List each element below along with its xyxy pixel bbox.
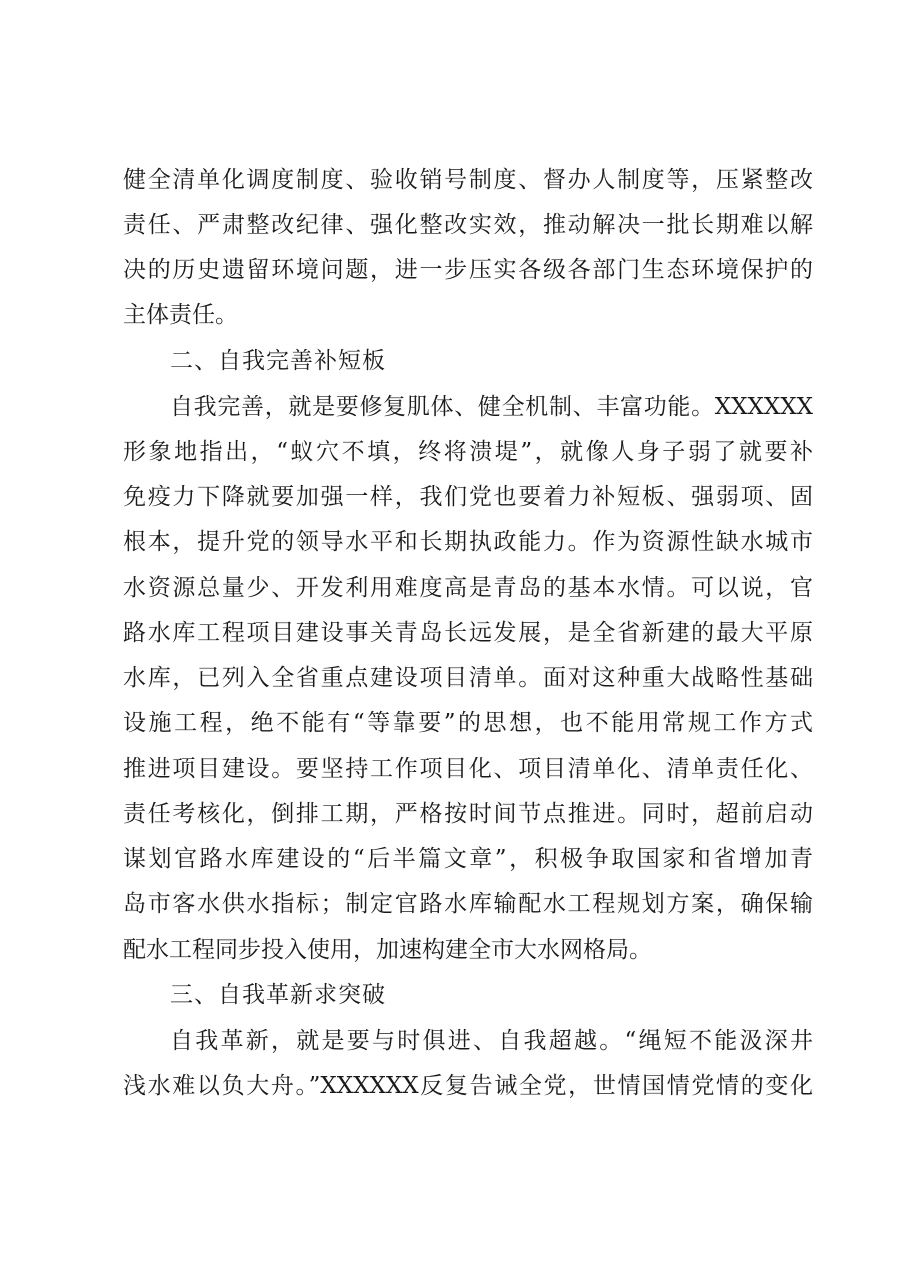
text-line: 设施工程，绝不能有“等靠要”的思想，也不能用常规工作方式 xyxy=(123,710,813,736)
text-line: 推进项目建设。要坚持工作项目化、项目清单化、清单责任化、 xyxy=(123,756,813,782)
section-heading: 三、自我革新求突破 xyxy=(170,982,386,1008)
text-line: 健全清单化调度制度、验收销号制度、督办人制度等，压紧整改 xyxy=(123,167,813,193)
text-line: 责任、严肃整改纪律、强化整改实效，推动解决一批长期难以解 xyxy=(123,212,813,238)
text-line: 根本，提升党的领导水平和长期执政能力。作为资源性缺水城市 xyxy=(123,529,813,555)
text-line: 岛市客水供水指标；制定官路水库输配水工程规划方案，确保输 xyxy=(123,891,813,917)
text-line: 谋划官路水库建设的“后半篇文章”，积极争取国家和省增加青 xyxy=(123,846,813,872)
section-heading: 二、自我完善补短板 xyxy=(170,348,386,374)
text-line: 主体责任。 xyxy=(123,302,238,328)
text-line: 免疫力下降就要加强一样，我们党也要着力补短板、强弱项、固 xyxy=(123,484,813,510)
text-line: 形象地指出，“蚁穴不填，终将溃堤”，就像人身子弱了就要补 xyxy=(123,439,813,465)
text-line: 自我革新，就是要与时俱进、自我超越。“绳短不能汲深井 xyxy=(170,1028,813,1054)
text-line: 配水工程同步投入使用，加速构建全市大水网格局。 xyxy=(123,937,652,963)
text-line: 路水库工程项目建设事关青岛长远发展，是全省新建的最大平原 xyxy=(123,620,813,646)
text-line: 水资源总量少、开发利用难度高是青岛的基本水情。可以说，官 xyxy=(123,575,813,601)
text-line: 浅水难以负大舟。”XXXXXX反复告诫全党，世情国情党情的变化 xyxy=(123,1073,813,1099)
text-line: 决的历史遗留环境问题，进一步压实各级各部门生态环境保护的 xyxy=(123,257,813,283)
text-line: 责任考核化，倒排工期，严格按时间节点推进。同时，超前启动 xyxy=(123,801,813,827)
text-line: 自我完善，就是要修复肌体、健全机制、丰富功能。XXXXXX xyxy=(170,394,813,420)
text-line: 水库，已列入全省重点建设项目清单。面对这种重大战略性基础 xyxy=(123,665,813,691)
